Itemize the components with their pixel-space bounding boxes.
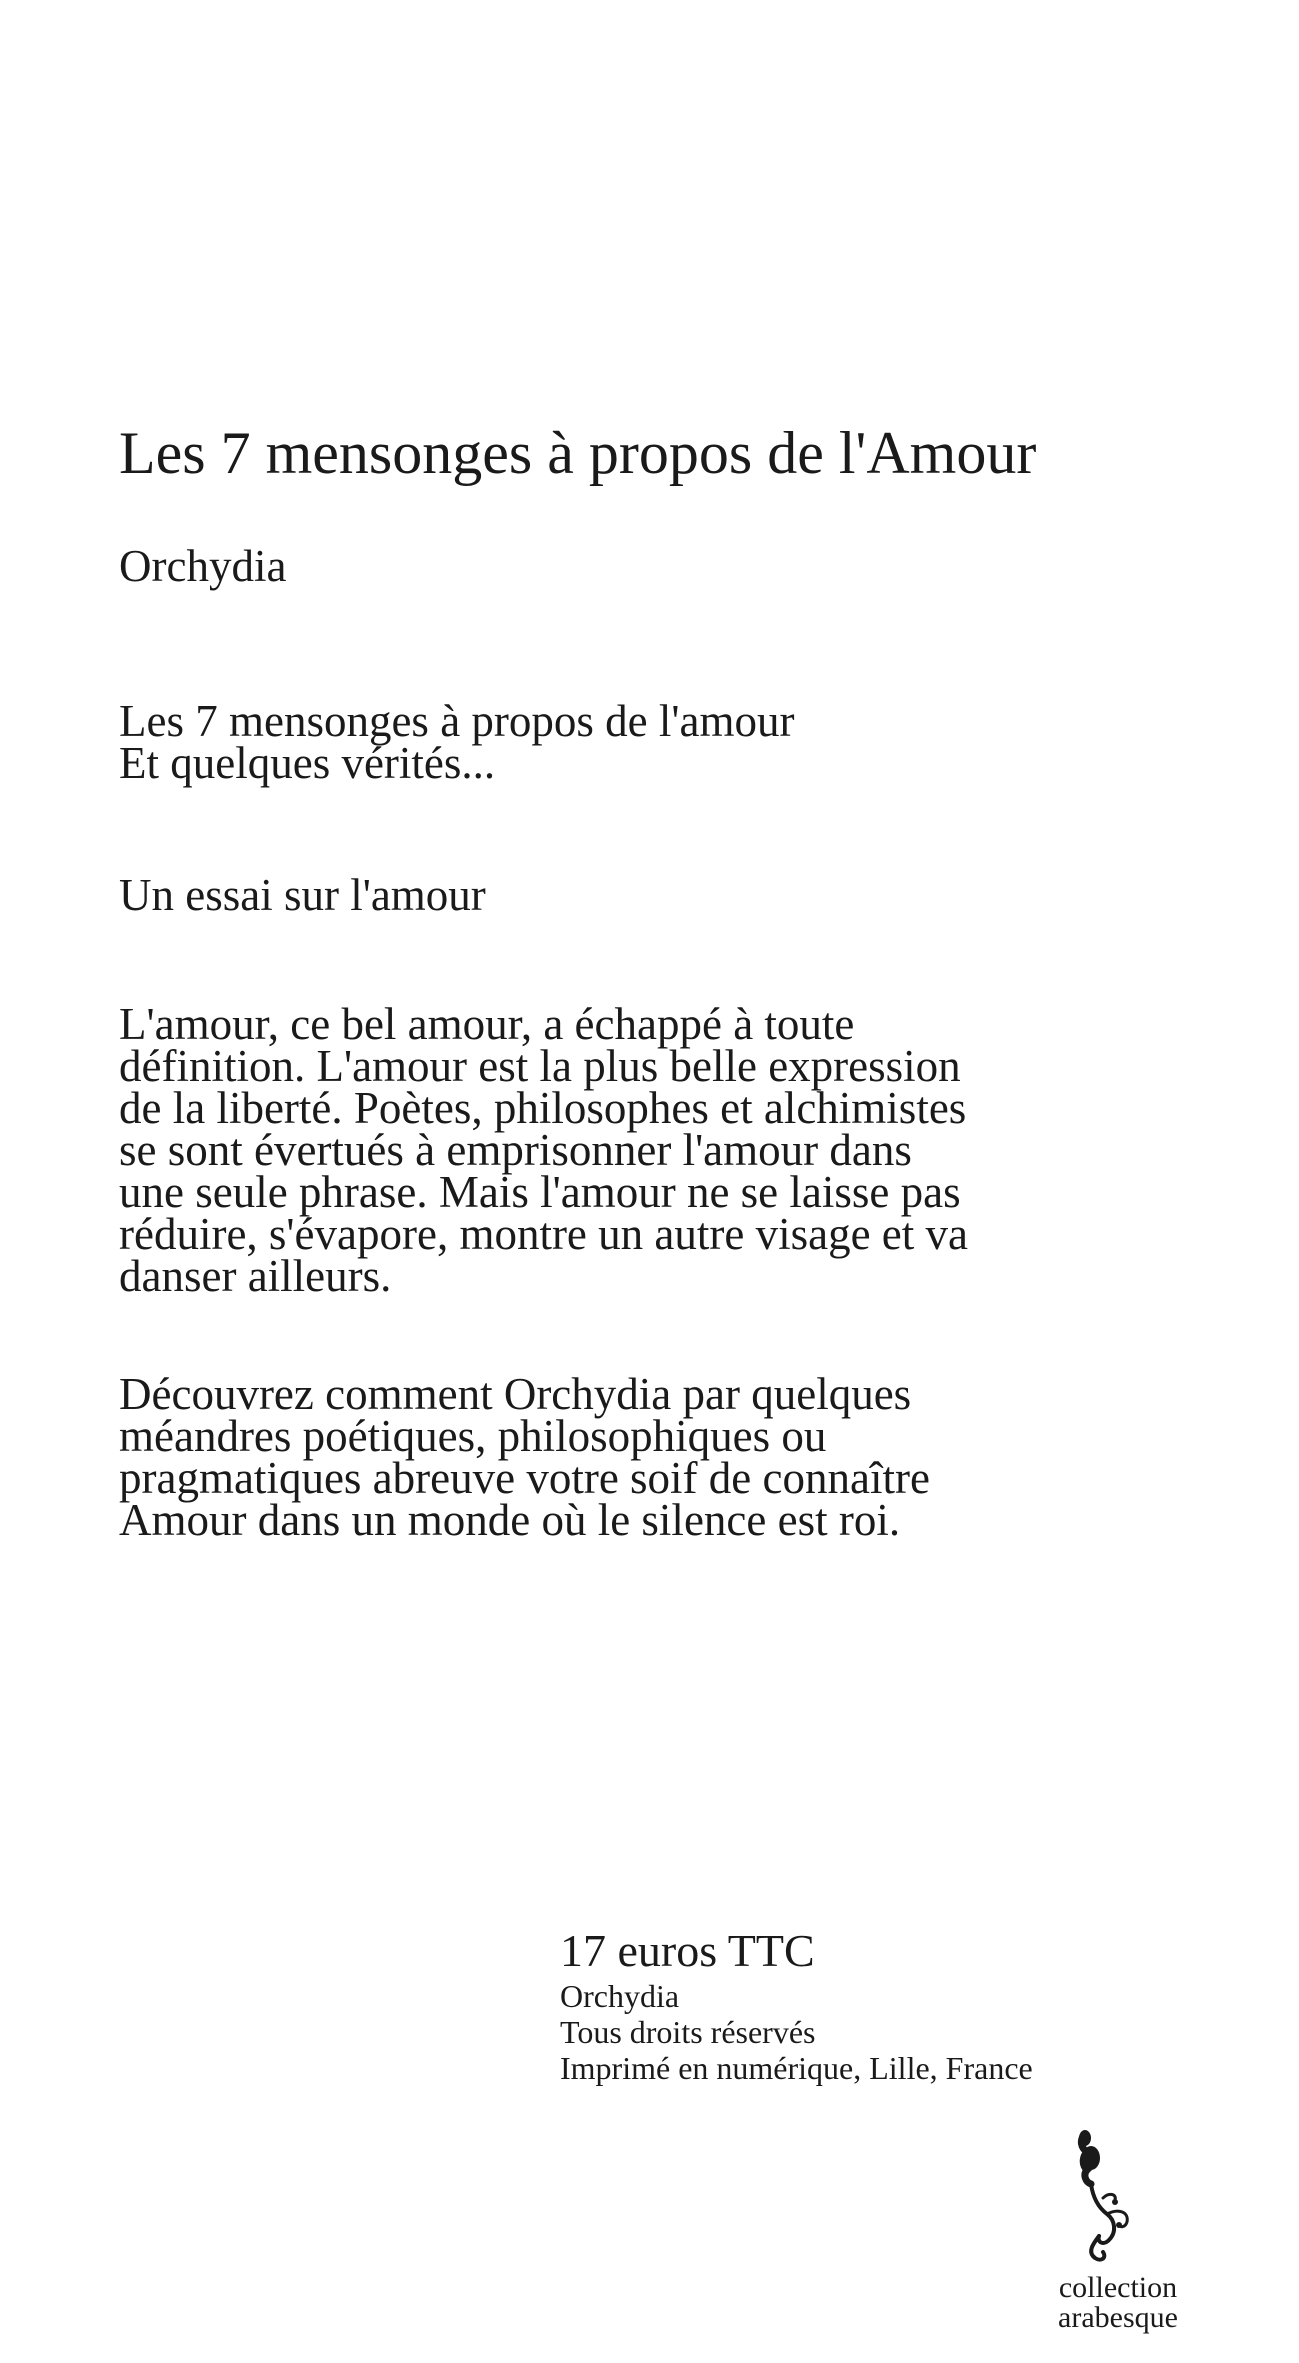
essay-label: Un essai sur l'amour xyxy=(119,870,486,920)
publisher-logo xyxy=(1033,2128,1203,2333)
arabesque-vine-icon xyxy=(1063,2128,1143,2263)
subtitle-line-1: Les 7 mensonges à propos de l'amour xyxy=(119,696,795,746)
publisher-line-1: collection xyxy=(1058,2271,1178,2304)
blurb-paragraph-1: L'amour, ce bel amour, a échappé à toute définition. L'amour est la plus belle expression de la liberté. Poètes, philosophes et alchimistes se sont évertués à emprisonner l'amour dans une seule phrase. Mais l'amour ne se laisse pas réduire, s'évapore, montre un autre visage et va danser ailleurs. xyxy=(119,999,969,1301)
book-author: Orchydia xyxy=(119,541,287,591)
colophon-author: Orchydia xyxy=(560,1978,680,2014)
colophon-printing: Imprimé en numérique, Lille, France xyxy=(560,2050,1033,2086)
colophon-rights: Tous droits réservés xyxy=(560,2014,816,2050)
price-label: 17 euros TTC xyxy=(560,1925,815,1976)
colophon xyxy=(560,1924,1033,2086)
blurb-paragraph-2: Découvrez comment Orchydia par quelques méandres poétiques, philosophiques ou pragmatiques abreuve votre soif de connaître Amour dans un monde où le silence est roi. xyxy=(119,1369,930,1545)
subtitle-line-2: Et quelques vérités... xyxy=(119,738,496,788)
publisher-line-2: arabesque xyxy=(1058,2301,1178,2334)
subtitle-block xyxy=(119,696,795,788)
book-title: Les 7 mensonges à propos de l'Amour xyxy=(119,420,1037,486)
